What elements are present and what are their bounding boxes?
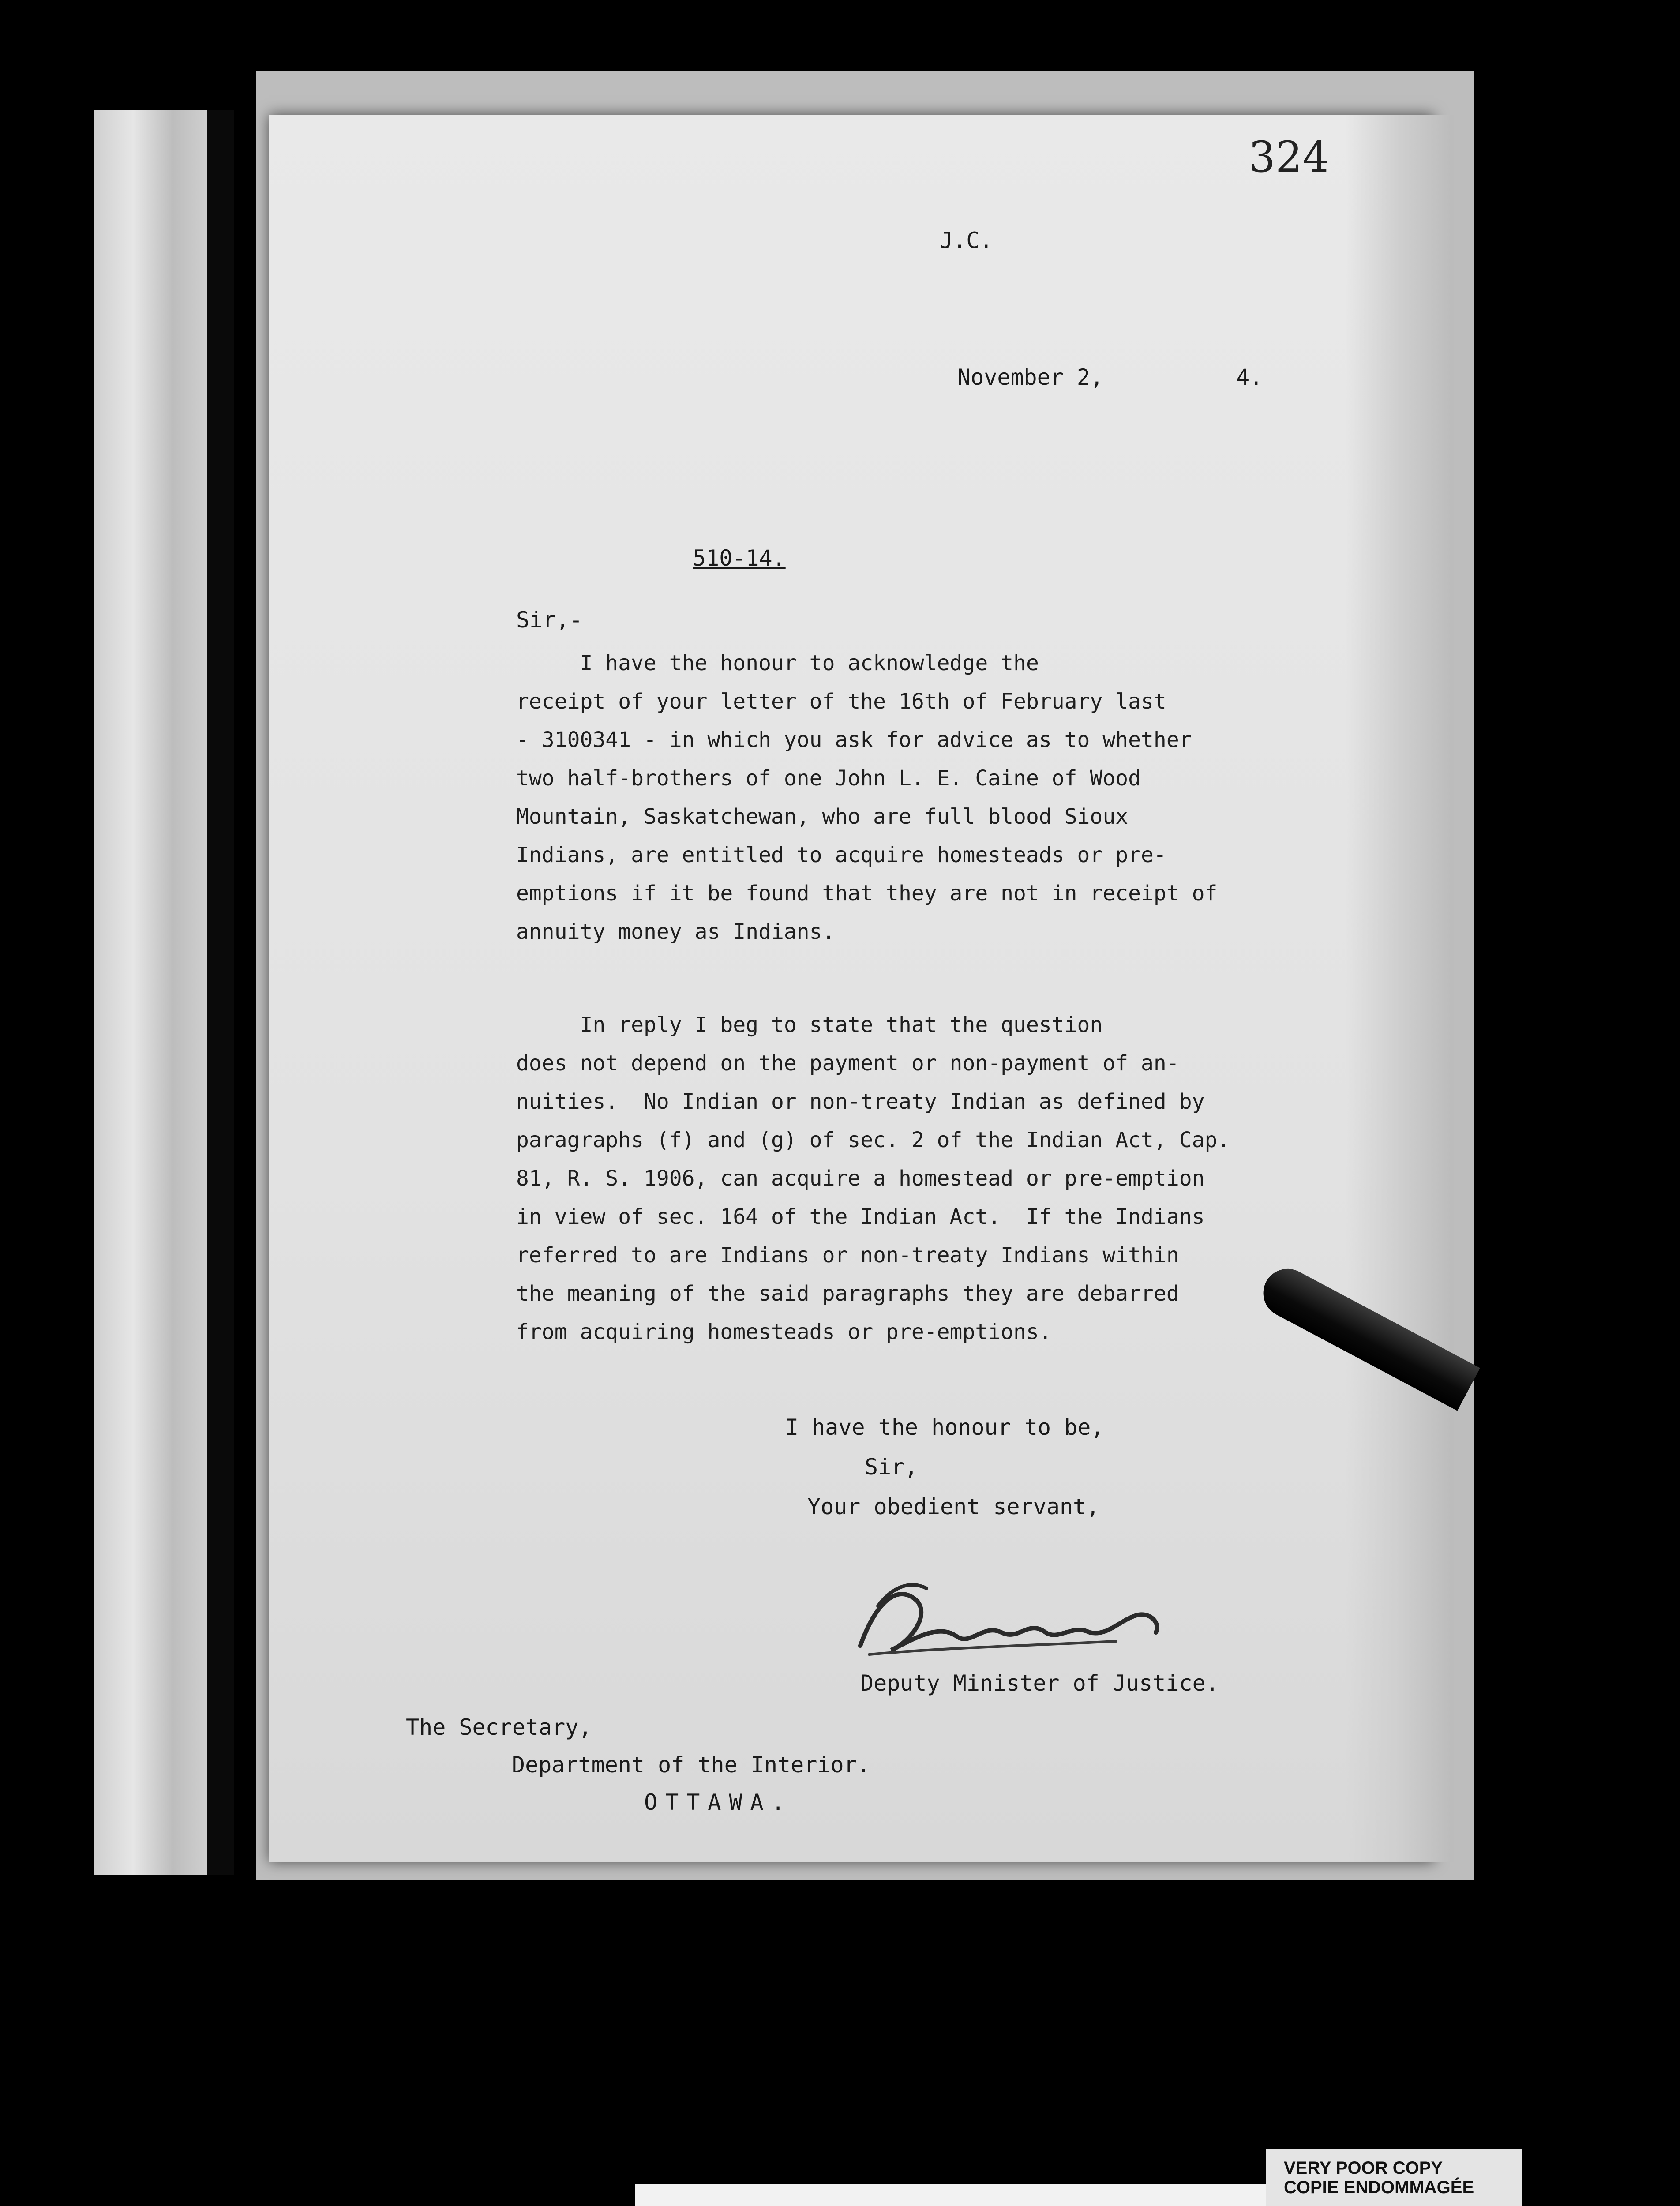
addressee: The Secretary, [406, 1715, 592, 1740]
handwritten-signature [851, 1571, 1169, 1668]
archive-reference-label [635, 2184, 1266, 2206]
page-number: 324 [1249, 132, 1330, 182]
copy-quality-label [1266, 2149, 1522, 2206]
closing-line: I have the honour to be, [785, 1414, 1104, 1440]
quality-english: VERY POOR COPY [1284, 2158, 1443, 2178]
salutation: Sir,- [516, 607, 583, 633]
body-paragraph-2: In reply I beg to state that the question does not depend on the payment or non-payment of an- nuities. No Indian or non-treaty Indian as defined by paragraphs (f) and (g) of sec. 2 of the Indian Act, Cap. 81, R. S. 1906, can acquire a homestead or pre-emption in view of sec. 164 of the Indian Act. If the Indians referred to are Indians or non-treaty Indians within the meaning of the said paragraphs they are debarred from acquiring homesteads or pre-emptions. [516, 1013, 1230, 1344]
closing-servant: Your obedient servant, [807, 1494, 1100, 1519]
page-edge-shadow [1346, 115, 1451, 1862]
addressee-city: OTTAWA. [644, 1790, 793, 1815]
file-reference: 510-14. [693, 545, 786, 571]
signature-title: Deputy Minister of Justice. [860, 1670, 1219, 1696]
binder-edge [207, 110, 234, 1875]
quality-french: COPIE ENDOMMAGÉE [1284, 2178, 1474, 2197]
addressee-department: Department of the Interior. [512, 1752, 870, 1778]
binder-strip [94, 110, 226, 1875]
body-paragraph-1: I have the honour to acknowledge the receipt of your letter of the 16th of February last - 3100341 - in which you ask for advice as to whether two half-brothers of one John L. E. Caine of Wood Mountain, Saskatchewan, who are full blood Sioux Indians, are entitled to acquire homesteads or pre- emptions if it be found that they are not in receipt of annuity money as Indians. [516, 651, 1218, 944]
letter-initials: J.C. [940, 228, 993, 253]
letter-date: November 2, 4. [957, 364, 1263, 390]
closing-sir: Sir, [865, 1454, 918, 1480]
